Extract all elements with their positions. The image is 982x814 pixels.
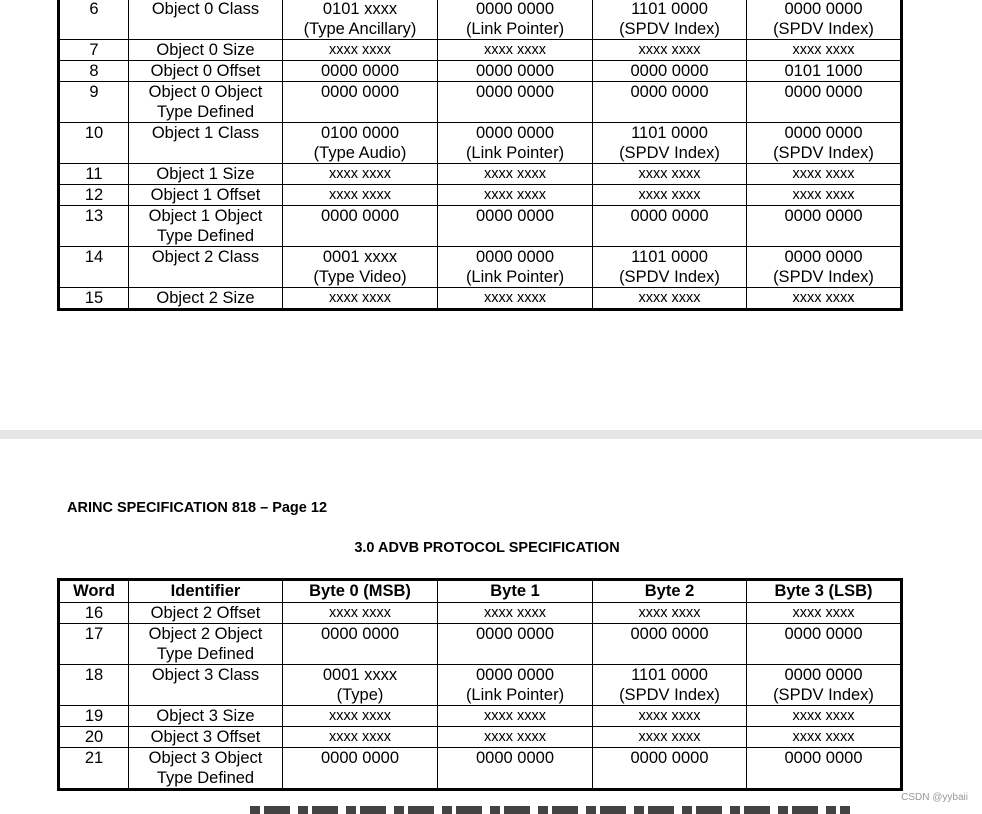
byte-2-cell: [593, 61, 747, 82]
byte-3-cell-line: (SPDV Index): [773, 268, 874, 286]
identifier-cell: [129, 727, 283, 748]
byte-2-cell: [593, 727, 747, 748]
byte-1-cell-line: 0000 0000: [476, 0, 554, 18]
header-word: Word: [59, 580, 129, 603]
byte-2-cell-line: 1101 0000: [631, 248, 708, 266]
identifier-cell-line: Object 0 Class: [151, 0, 260, 18]
byte-2-cell: [593, 0, 747, 40]
byte-3-cell-line: 0000 0000: [784, 124, 863, 142]
table-row: [59, 748, 902, 790]
byte-3-cell: [747, 40, 902, 61]
byte-2-cell-line: 1101 0000: [631, 124, 708, 142]
byte-1-cell-line: 0000 0000: [476, 666, 554, 684]
byte-2-cell: [593, 185, 747, 206]
byte-0-cell-line: 0001 xxxx: [322, 248, 398, 266]
word-cell: 9: [59, 82, 129, 123]
byte-3-cell-line: xxxx xxxx: [792, 708, 855, 724]
byte-0-cell-line: (Type Ancillary): [303, 20, 417, 38]
table-row: [59, 164, 902, 185]
table-row: [59, 0, 902, 40]
byte-2-cell: [593, 40, 747, 61]
byte-0-cell: [283, 727, 438, 748]
byte-3-cell: [747, 164, 902, 185]
identifier-cell: [129, 0, 283, 40]
byte-3-cell-line: 0000 0000: [784, 83, 863, 101]
header-byte-2: Byte 2: [593, 580, 747, 603]
byte-1-cell-line: xxxx xxxx: [483, 187, 547, 203]
identifier-cell-line: Object 3 Size: [156, 707, 255, 725]
byte-3-cell: [747, 0, 902, 40]
byte-0-cell-line: 0000 0000: [321, 62, 399, 80]
identifier-cell-line: Object 3 Offset: [150, 728, 261, 746]
identifier-cell-line: Object 0 Size: [156, 41, 255, 59]
byte-0-cell-line: xxxx xxxx: [328, 166, 392, 182]
table-row: [59, 288, 902, 310]
byte-3-cell: [747, 82, 902, 123]
byte-2-cell: [593, 247, 747, 288]
identifier-cell-line: Object 2 Size: [156, 289, 255, 307]
identifier-cell: [129, 61, 283, 82]
identifier-cell-line: Object 0 Object: [148, 83, 263, 101]
byte-0-cell-line: 0101 xxxx: [322, 0, 398, 18]
byte-3-cell: [747, 603, 902, 624]
word-cell: 14: [59, 247, 129, 288]
identifier-cell: [129, 247, 283, 288]
byte-1-cell: [438, 603, 593, 624]
identifier-cell: [129, 40, 283, 61]
byte-3-cell-line: (SPDV Index): [773, 686, 874, 704]
identifier-cell-line: Object 1 Size: [156, 165, 255, 183]
byte-1-cell-line: (Link Pointer): [465, 686, 565, 704]
byte-2-cell: [593, 164, 747, 185]
byte-0-cell-line: xxxx xxxx: [328, 708, 392, 724]
identifier-cell-line: Object 1 Class: [151, 124, 260, 142]
word-table: [57, 578, 903, 791]
table-row: [59, 185, 902, 206]
byte-3-cell-line: xxxx xxxx: [792, 729, 855, 745]
byte-1-cell-line: (Link Pointer): [465, 20, 565, 38]
byte-2-cell: [593, 624, 747, 665]
byte-1-cell: [438, 82, 593, 123]
table-row: [59, 624, 902, 665]
byte-2-cell-line: 0000 0000: [630, 749, 709, 767]
byte-0-cell-line: xxxx xxxx: [328, 729, 392, 745]
byte-0-cell-line: (Type Video): [313, 268, 407, 286]
byte-1-cell: [438, 748, 593, 790]
byte-2-cell-line: (SPDV Index): [619, 686, 720, 704]
byte-1-cell-line: xxxx xxxx: [483, 729, 547, 745]
byte-3-cell-line: xxxx xxxx: [792, 166, 855, 182]
byte-1-cell-line: (Link Pointer): [465, 268, 565, 286]
byte-0-cell: [283, 164, 438, 185]
word-cell: 15: [59, 288, 129, 310]
byte-2-cell-line: (SPDV Index): [619, 20, 720, 38]
byte-0-cell-line: (Type): [336, 686, 384, 704]
byte-1-cell-line: 0000 0000: [476, 62, 554, 80]
byte-3-cell: [747, 665, 902, 706]
word-cell: 6: [59, 0, 129, 40]
word-cell: 21: [59, 748, 129, 790]
byte-1-cell: [438, 288, 593, 310]
byte-1-cell-line: (Link Pointer): [465, 144, 565, 162]
byte-1-cell-line: xxxx xxxx: [483, 605, 547, 621]
identifier-cell-line: Object 0 Offset: [150, 62, 261, 80]
byte-0-cell: [283, 624, 438, 665]
identifier-cell: [129, 624, 283, 665]
identifier-cell-line: Object 2 Class: [151, 248, 260, 266]
word-cell: 18: [59, 665, 129, 706]
byte-3-cell-line: 0000 0000: [784, 625, 863, 643]
word-table-body: [59, 603, 902, 790]
byte-0-cell: [283, 82, 438, 123]
identifier-cell: [129, 82, 283, 123]
identifier-cell-line: Type Defined: [156, 769, 255, 787]
header-byte-0: Byte 0 (MSB): [283, 580, 438, 603]
table-row: [59, 40, 902, 61]
byte-3-cell: [747, 123, 902, 164]
word-cell: 17: [59, 624, 129, 665]
word-cell: 7: [59, 40, 129, 61]
byte-3-cell: [747, 61, 902, 82]
byte-1-cell-line: 0000 0000: [476, 83, 554, 101]
byte-3-cell-line: (SPDV Index): [773, 144, 874, 162]
table-row: [59, 727, 902, 748]
byte-2-cell-line: xxxx xxxx: [638, 708, 701, 724]
identifier-cell: [129, 603, 283, 624]
byte-3-cell: [747, 706, 902, 727]
byte-0-cell-line: 0001 xxxx: [322, 666, 398, 684]
table-row: [59, 61, 902, 82]
byte-0-cell: [283, 665, 438, 706]
section-title-text: 3.0 ADVB PROTOCOL SPECIFICATION: [354, 540, 620, 556]
byte-1-cell: [438, 247, 593, 288]
byte-2-cell: [593, 82, 747, 123]
header-byte-3: Byte 3 (LSB): [747, 580, 902, 603]
identifier-cell: [129, 206, 283, 247]
byte-1-cell: [438, 185, 593, 206]
word-cell: 12: [59, 185, 129, 206]
byte-3-cell-line: xxxx xxxx: [792, 290, 855, 306]
byte-1-cell-line: xxxx xxxx: [483, 708, 547, 724]
word-cell: 20: [59, 727, 129, 748]
table-header-row: [59, 580, 902, 603]
byte-3-cell: [747, 748, 902, 790]
header-byte-1: Byte 1: [438, 580, 593, 603]
table-row: [59, 82, 902, 123]
identifier-cell-line: Type Defined: [156, 227, 255, 245]
byte-3-cell-line: 0101 1000: [784, 62, 863, 80]
byte-2-cell: [593, 665, 747, 706]
byte-2-cell: [593, 603, 747, 624]
byte-0-cell: [283, 748, 438, 790]
byte-3-cell: [747, 727, 902, 748]
byte-2-cell: [593, 206, 747, 247]
identifier-cell: [129, 185, 283, 206]
word-cell: 13: [59, 206, 129, 247]
word-cell: 16: [59, 603, 129, 624]
word-cell: 8: [59, 61, 129, 82]
byte-3-cell: [747, 288, 902, 310]
word-cell: 19: [59, 706, 129, 727]
byte-3-cell-line: xxxx xxxx: [792, 605, 855, 621]
byte-3-cell-line: (SPDV Index): [773, 20, 874, 38]
byte-0-cell: [283, 123, 438, 164]
byte-3-cell-line: 0000 0000: [784, 0, 863, 18]
identifier-cell-line: Object 2 Offset: [150, 604, 261, 622]
identifier-cell-line: Type Defined: [156, 103, 255, 121]
identifier-cell: [129, 665, 283, 706]
word-cell: 11: [59, 164, 129, 185]
byte-3-cell-line: xxxx xxxx: [792, 187, 855, 203]
page-break-gap: [0, 430, 982, 439]
identifier-cell-line: Object 3 Class: [151, 666, 260, 684]
page-header: ARINC SPECIFICATION 818 – Page 12: [67, 500, 328, 516]
identifier-cell: [129, 288, 283, 310]
byte-1-cell: [438, 624, 593, 665]
byte-2-cell-line: xxxx xxxx: [638, 166, 701, 182]
byte-3-cell-line: 0000 0000: [784, 749, 863, 767]
identifier-cell-line: Object 2 Object: [148, 625, 263, 643]
byte-0-cell-line: 0000 0000: [321, 207, 399, 225]
byte-3-cell-line: 0000 0000: [784, 207, 863, 225]
byte-3-cell: [747, 206, 902, 247]
byte-3-cell-line: 0000 0000: [784, 666, 863, 684]
identifier-cell: [129, 164, 283, 185]
byte-3-cell-line: xxxx xxxx: [792, 42, 855, 58]
byte-3-cell: [747, 247, 902, 288]
identifier-cell-line: Type Defined: [156, 645, 255, 663]
byte-1-cell-line: 0000 0000: [476, 124, 554, 142]
byte-2-cell-line: xxxx xxxx: [638, 290, 701, 306]
byte-0-cell-line: 0000 0000: [321, 749, 399, 767]
byte-0-cell: [283, 40, 438, 61]
byte-1-cell-line: 0000 0000: [476, 248, 554, 266]
table-row: [59, 247, 902, 288]
byte-0-cell: [283, 0, 438, 40]
byte-2-cell-line: 1101 0000: [631, 0, 708, 18]
byte-0-cell-line: 0000 0000: [321, 83, 399, 101]
byte-0-cell-line: 0100 0000: [321, 124, 399, 142]
byte-1-cell: [438, 123, 593, 164]
byte-0-cell: [283, 706, 438, 727]
byte-1-cell: [438, 706, 593, 727]
word-cell: 10: [59, 123, 129, 164]
byte-0-cell-line: xxxx xxxx: [328, 187, 392, 203]
identifier-cell: [129, 123, 283, 164]
byte-0-cell: [283, 206, 438, 247]
byte-2-cell: [593, 706, 747, 727]
byte-2-cell-line: xxxx xxxx: [638, 605, 701, 621]
byte-0-cell-line: xxxx xxxx: [328, 42, 392, 58]
byte-1-cell-line: 0000 0000: [476, 749, 554, 767]
byte-1-cell-line: 0000 0000: [476, 625, 554, 643]
byte-2-cell-line: (SPDV Index): [619, 144, 720, 162]
byte-2-cell-line: 0000 0000: [630, 207, 709, 225]
byte-0-cell-line: 0000 0000: [321, 625, 399, 643]
table-row: [59, 603, 902, 624]
byte-2-cell: [593, 748, 747, 790]
byte-0-cell-line: xxxx xxxx: [328, 605, 392, 621]
byte-2-cell-line: 0000 0000: [630, 62, 709, 80]
byte-1-cell: [438, 206, 593, 247]
byte-1-cell-line: xxxx xxxx: [483, 290, 547, 306]
byte-1-cell: [438, 0, 593, 40]
identifier-cell-line: Object 3 Object: [148, 749, 263, 767]
byte-1-cell-line: xxxx xxxx: [483, 166, 547, 182]
byte-2-cell-line: xxxx xxxx: [638, 729, 701, 745]
byte-0-cell: [283, 185, 438, 206]
byte-2-cell-line: xxxx xxxx: [638, 42, 701, 58]
byte-0-cell-line: xxxx xxxx: [328, 290, 392, 306]
byte-1-cell: [438, 61, 593, 82]
table-row: [59, 665, 902, 706]
header-identifier: Identifier: [129, 580, 283, 603]
byte-1-cell: [438, 40, 593, 61]
identifier-cell-line: Object 1 Object: [148, 207, 263, 225]
byte-2-cell: [593, 288, 747, 310]
cut-off-note-line: [250, 806, 850, 814]
table-row: [59, 123, 902, 164]
watermark: CSDN @yybaii: [901, 792, 968, 803]
byte-3-cell-line: 0000 0000: [784, 248, 863, 266]
table-row: [59, 706, 902, 727]
byte-2-cell-line: 0000 0000: [630, 83, 709, 101]
byte-2-cell: [593, 123, 747, 164]
byte-2-cell-line: 0000 0000: [630, 625, 709, 643]
identifier-cell: [129, 748, 283, 790]
byte-0-cell: [283, 247, 438, 288]
byte-2-cell-line: 1101 0000: [631, 666, 708, 684]
byte-2-cell-line: (SPDV Index): [619, 268, 720, 286]
continued-word-table: [57, 0, 903, 311]
byte-2-cell-line: xxxx xxxx: [638, 187, 701, 203]
section-title: [0, 540, 982, 556]
byte-0-cell: [283, 61, 438, 82]
identifier-cell: [129, 706, 283, 727]
identifier-cell-line: Object 1 Offset: [150, 186, 261, 204]
byte-0-cell-line: (Type Audio): [313, 144, 407, 162]
byte-1-cell-line: 0000 0000: [476, 207, 554, 225]
byte-3-cell: [747, 185, 902, 206]
byte-1-cell: [438, 164, 593, 185]
table-row: [59, 206, 902, 247]
byte-1-cell: [438, 665, 593, 706]
byte-0-cell: [283, 288, 438, 310]
continued-word-table-body: [59, 0, 902, 310]
byte-1-cell-line: xxxx xxxx: [483, 42, 547, 58]
byte-0-cell: [283, 603, 438, 624]
byte-1-cell: [438, 727, 593, 748]
byte-3-cell: [747, 624, 902, 665]
